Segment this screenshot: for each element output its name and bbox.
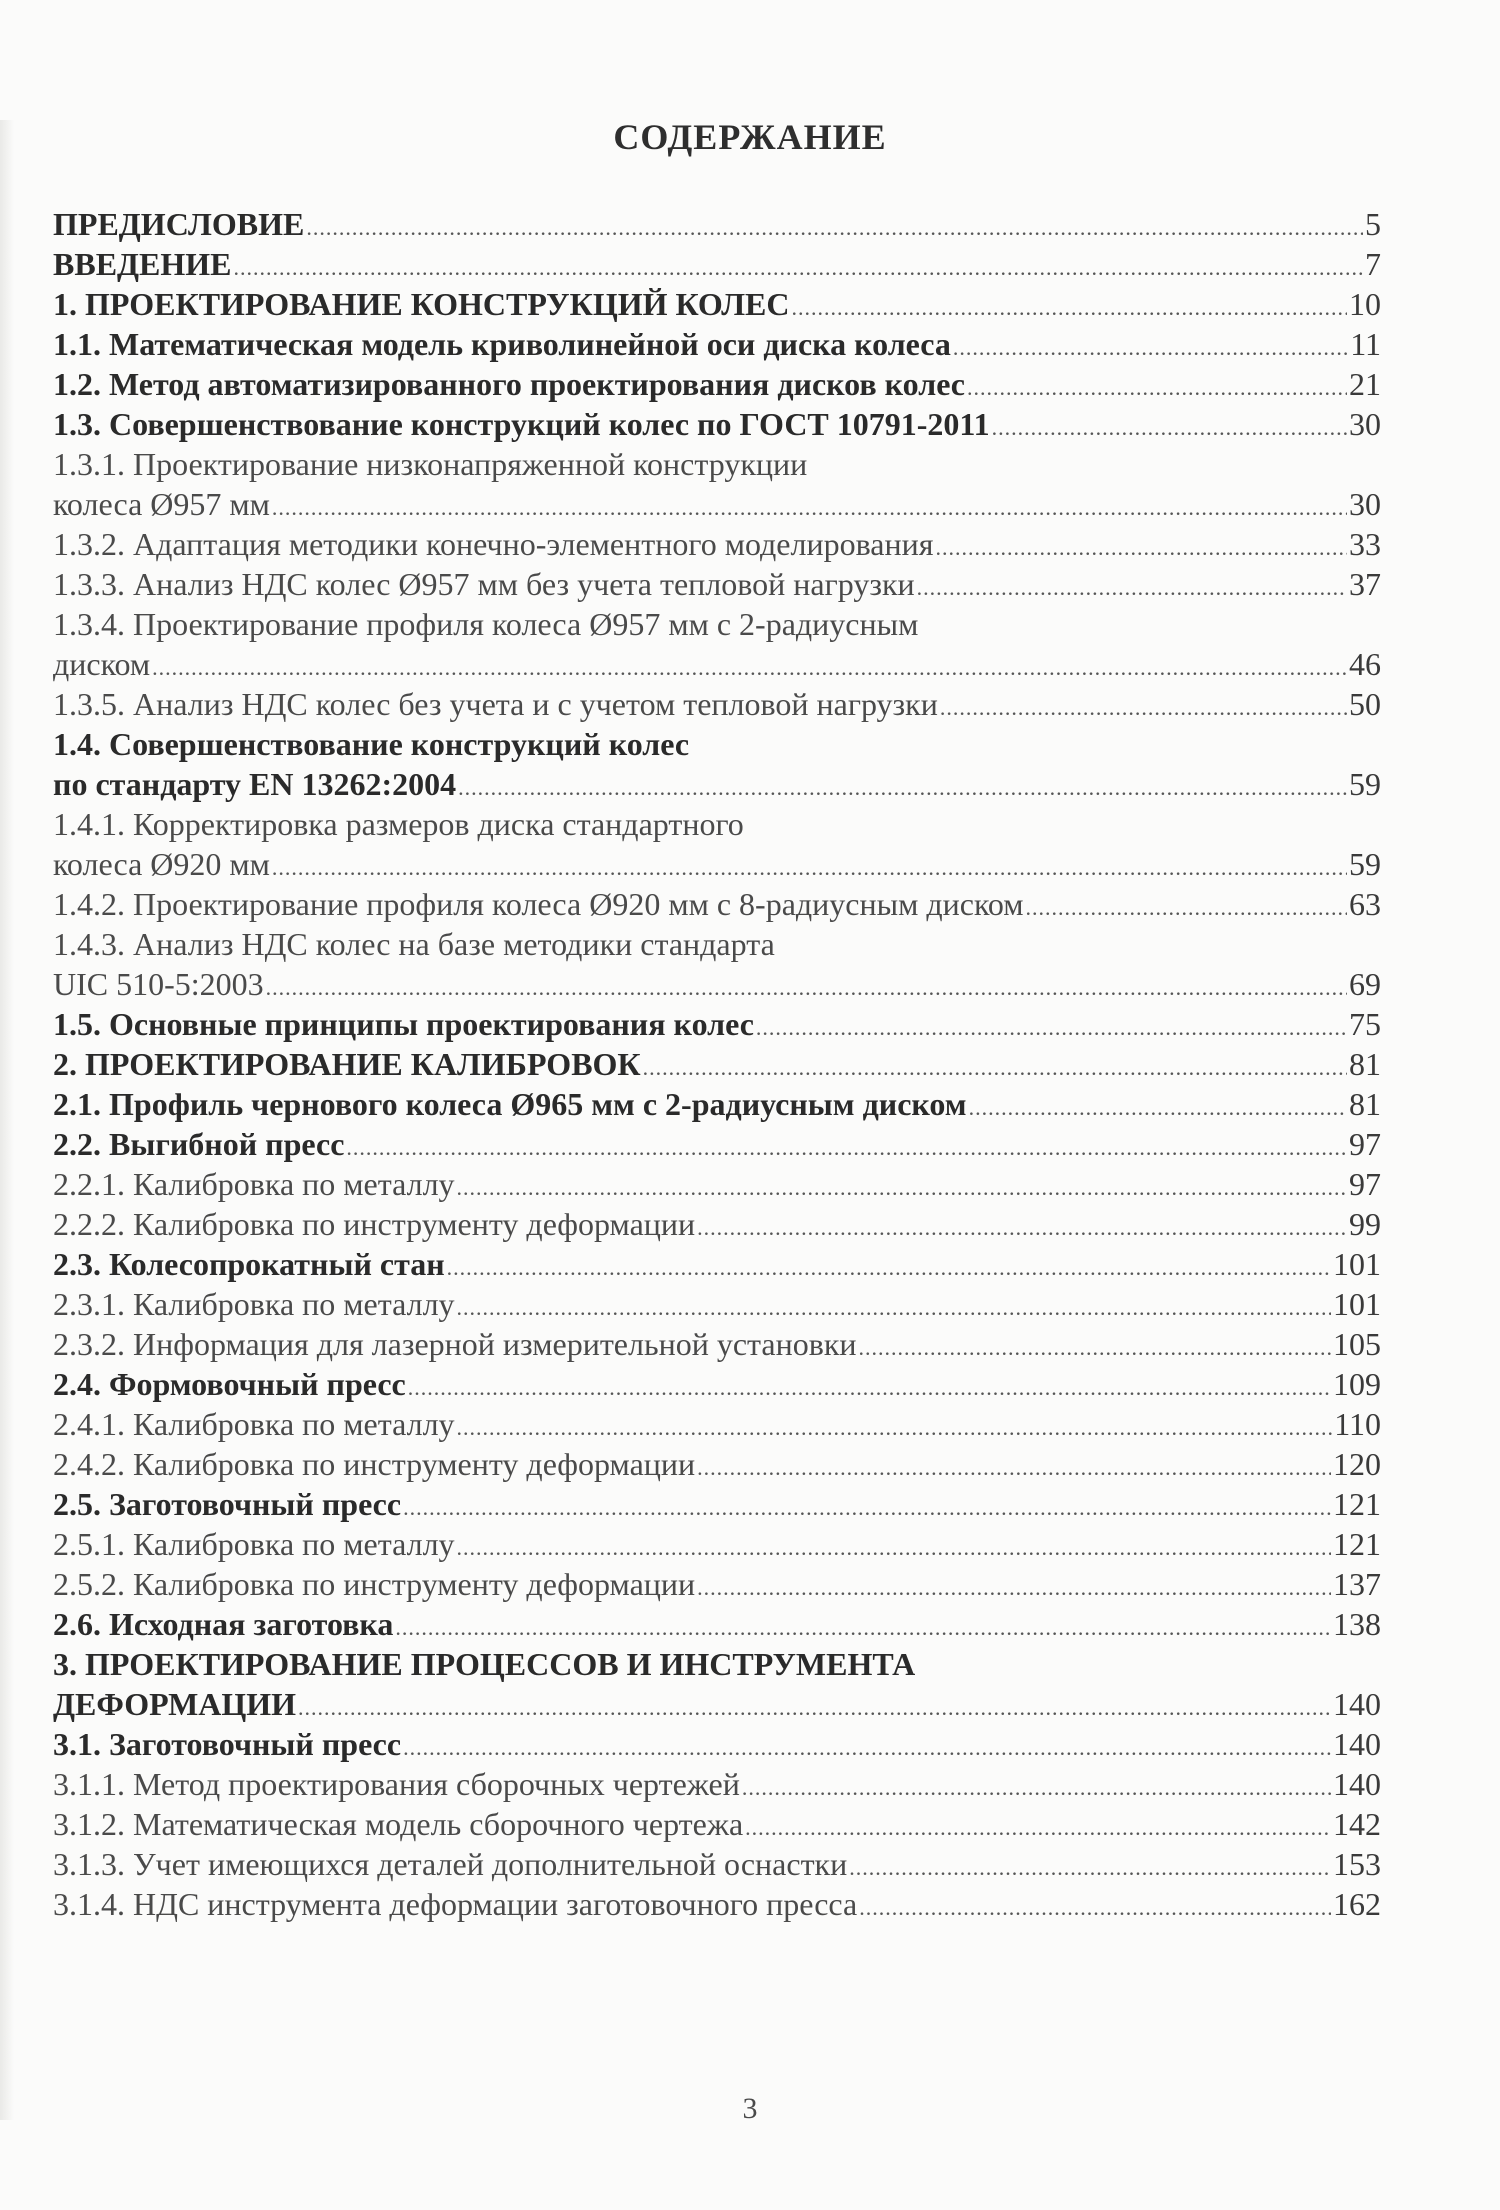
- toc-entry[interactable]: [53, 1124, 1381, 1164]
- toc-entry-page: 153: [1333, 1846, 1381, 1882]
- toc-entry-title: 1. ПРОЕКТИРОВАНИЕ КОНСТРУКЦИЙ КОЛЕС: [53, 286, 790, 322]
- toc-entry-title: 2.2. Выгибной пресс: [53, 1126, 345, 1162]
- toc-entry-title-continuation: ДЕФОРМАЦИИ: [53, 1686, 297, 1722]
- toc-entry-title: 2.5.1. Калибровка по металлу: [53, 1526, 455, 1562]
- toc-entry[interactable]: [53, 1764, 1381, 1804]
- toc-entry-page: 140: [1333, 1766, 1381, 1802]
- dot-leader: [457, 1284, 1331, 1328]
- toc-entry[interactable]: [53, 804, 1381, 884]
- dot-leader: [298, 1684, 1331, 1728]
- toc-entry-title: 2.3.2. Информация для лазерной измерительной установки: [53, 1326, 857, 1362]
- toc-entry-page: 81: [1349, 1046, 1381, 1082]
- dot-leader: [457, 1524, 1331, 1568]
- dot-leader: [697, 1564, 1331, 1608]
- toc-entry[interactable]: [53, 1204, 1381, 1244]
- toc-entry-page: 138: [1333, 1606, 1381, 1642]
- toc-entry-page: 21: [1349, 366, 1381, 402]
- toc-entry-title: 2.5. Заготовочный пресс: [53, 1486, 402, 1522]
- dot-leader: [272, 844, 1347, 888]
- toc-entry-page: 10: [1349, 286, 1381, 322]
- dot-leader: [643, 1044, 1347, 1088]
- toc-entry[interactable]: [53, 324, 1381, 364]
- dot-leader: [791, 284, 1347, 328]
- toc-entry[interactable]: [53, 1484, 1381, 1524]
- toc-entry[interactable]: [53, 1884, 1381, 1924]
- toc-entry[interactable]: [53, 1004, 1381, 1044]
- toc-entry-page: 33: [1349, 526, 1381, 562]
- dot-leader: [967, 364, 1347, 408]
- toc-entry-page: 121: [1333, 1486, 1381, 1522]
- toc-entry-page: 37: [1349, 566, 1381, 602]
- toc-entry[interactable]: [53, 444, 1381, 524]
- toc-entry-title: 3.1.1. Метод проектирования сборочных чертежей: [53, 1766, 740, 1802]
- toc-entry-page: 142: [1333, 1806, 1381, 1842]
- dot-leader: [1026, 884, 1347, 928]
- toc-entry-title: 1.4.1. Корректировка размеров диска стандартного: [53, 806, 744, 842]
- dot-leader: [447, 1244, 1331, 1288]
- toc-entry[interactable]: [53, 1084, 1381, 1124]
- toc-entry-title: 2.4.2. Калибровка по инструменту деформации: [53, 1446, 696, 1482]
- toc-entry[interactable]: [53, 1284, 1381, 1324]
- dot-leader: [403, 1484, 1331, 1528]
- toc-entry-title-continuation: UIC 510-5:2003: [53, 966, 264, 1002]
- toc-entry-title: 1.3.3. Анализ НДС колес Ø957 мм без учета тепловой нагрузки: [53, 566, 915, 602]
- toc-entry-page: 81: [1349, 1086, 1381, 1122]
- toc-entry[interactable]: [53, 1044, 1381, 1084]
- dot-leader: [935, 524, 1347, 568]
- dot-leader: [408, 1364, 1331, 1408]
- dot-leader: [457, 1404, 1333, 1448]
- toc-entry-title: 1.4.2. Проектирование профиля колеса Ø920 мм с 8-радиусным диском: [53, 886, 1024, 922]
- dot-leader: [969, 1084, 1347, 1128]
- dot-leader: [953, 324, 1348, 368]
- toc-entry[interactable]: [53, 1364, 1381, 1404]
- toc-entry-title: 1.3.5. Анализ НДС колес без учета и с учетом тепловой нагрузки: [53, 686, 938, 722]
- toc-entry[interactable]: [53, 684, 1381, 724]
- toc-entry[interactable]: [53, 284, 1381, 324]
- toc-entry-title: ВВЕДЕНИЕ: [53, 246, 232, 282]
- toc-entry-title: 2.2.2. Калибровка по инструменту деформации: [53, 1206, 696, 1242]
- dot-leader: [992, 404, 1347, 448]
- toc-entry-page: 140: [1333, 1686, 1381, 1722]
- toc-entry-page: 120: [1333, 1446, 1381, 1482]
- toc-entry-page: 97: [1349, 1166, 1381, 1202]
- toc-entry-title: 3. ПРОЕКТИРОВАНИЕ ПРОЦЕССОВ И ИНСТРУМЕНТА: [53, 1646, 916, 1682]
- dot-leader: [697, 1444, 1331, 1488]
- toc-entry[interactable]: [53, 924, 1381, 1004]
- toc-entry-page: 140: [1333, 1726, 1381, 1762]
- dot-leader: [457, 1164, 1347, 1208]
- toc-entry-title: 1.1. Математическая модель криволинейной оси диска колеса: [53, 326, 951, 362]
- toc-entry[interactable]: [53, 1244, 1381, 1284]
- dot-leader: [272, 484, 1347, 528]
- page-title: СОДЕРЖАНИЕ: [613, 117, 887, 157]
- toc-entry[interactable]: [53, 1844, 1381, 1884]
- toc-entry[interactable]: [53, 1604, 1381, 1644]
- dot-leader: [745, 1804, 1331, 1848]
- dot-leader: [403, 1724, 1331, 1768]
- toc-entry[interactable]: [53, 404, 1381, 444]
- toc-entry-title: 2.4. Формовочный пресс: [53, 1366, 406, 1402]
- dot-leader: [940, 684, 1347, 728]
- toc-entry-title: 2.5.2. Калибровка по инструменту деформации: [53, 1566, 696, 1602]
- toc-entry[interactable]: [53, 564, 1381, 604]
- toc-entry-page: 7: [1365, 246, 1381, 282]
- toc-entry[interactable]: [53, 884, 1381, 924]
- toc-entry[interactable]: [53, 604, 1381, 684]
- page-edge-shadow: [0, 120, 14, 2120]
- toc-entry-title: 1.2. Метод автоматизированного проектирования дисков колес: [53, 366, 965, 402]
- toc-entry-title: 1.3.4. Проектирование профиля колеса Ø957 мм с 2-радиусным: [53, 606, 919, 642]
- dot-leader: [849, 1844, 1331, 1888]
- toc-entry[interactable]: [53, 1644, 1381, 1724]
- dot-leader: [917, 564, 1347, 608]
- toc-entry[interactable]: [53, 1524, 1381, 1564]
- dot-leader: [859, 1324, 1332, 1368]
- toc-entry-page: 110: [1334, 1406, 1381, 1442]
- toc-entry-title: 2.1. Профиль чернового колеса Ø965 мм с 2-радиусным диском: [53, 1086, 967, 1122]
- toc-entry-title-continuation: диском: [53, 646, 151, 682]
- toc-entry-title: 2.3. Колесопрокатный стан: [53, 1246, 445, 1282]
- dot-leader: [234, 244, 1363, 288]
- toc-entry-page: 101: [1333, 1246, 1381, 1282]
- toc-entry-title: 1.3. Совершенствование конструкций колес по ГОСТ 10791-2011: [53, 406, 990, 442]
- toc-entry-page: 63: [1349, 886, 1381, 922]
- dot-leader: [266, 964, 1347, 1008]
- dot-leader: [346, 1124, 1347, 1168]
- toc-entry-page: 75: [1349, 1006, 1381, 1042]
- dot-leader: [859, 1884, 1331, 1928]
- toc-entry-title: 2.6. Исходная заготовка: [53, 1606, 394, 1642]
- dot-leader: [458, 764, 1347, 808]
- toc-entry-title-continuation: колеса Ø957 мм: [53, 486, 270, 522]
- toc-entry-title: 2. ПРОЕКТИРОВАНИЕ КАЛИБРОВОК: [53, 1046, 641, 1082]
- toc-entry[interactable]: [53, 1404, 1381, 1444]
- dot-leader: [152, 644, 1347, 688]
- toc-entry-title-continuation: колеса Ø920 мм: [53, 846, 270, 882]
- toc-entry-title: 3.1.2. Математическая модель сборочного чертежа: [53, 1806, 744, 1842]
- table-of-contents: [53, 204, 1381, 1924]
- toc-entry-title: 2.2.1. Калибровка по металлу: [53, 1166, 455, 1202]
- toc-entry[interactable]: [53, 1324, 1381, 1364]
- toc-entry-page: 109: [1333, 1366, 1381, 1402]
- toc-entry-title: 1.3.1. Проектирование низконапряженной конструкции: [53, 446, 808, 482]
- toc-entry-title-continuation: по стандарту EN 13262:2004: [53, 766, 457, 802]
- toc-entry-page: 137: [1333, 1566, 1381, 1602]
- toc-entry-page: 121: [1333, 1526, 1381, 1562]
- dot-leader: [742, 1764, 1331, 1808]
- toc-entry-title: 1.4.3. Анализ НДС колес на базе методики стандарта: [53, 926, 775, 962]
- toc-entry-page: 101: [1333, 1286, 1381, 1322]
- toc-entry[interactable]: [53, 1564, 1381, 1604]
- toc-entry-page: 69: [1349, 966, 1381, 1002]
- toc-entry[interactable]: [53, 524, 1381, 564]
- toc-entry-title: 1.4. Совершенствование конструкций колес: [53, 726, 690, 762]
- toc-entry-title: 2.3.1. Калибровка по металлу: [53, 1286, 455, 1322]
- toc-entry[interactable]: [53, 1804, 1381, 1844]
- toc-entry-page: 59: [1349, 766, 1381, 802]
- toc-entry[interactable]: [53, 1724, 1381, 1764]
- dot-leader: [756, 1004, 1347, 1048]
- toc-entry[interactable]: [53, 364, 1381, 404]
- toc-entry-title: 2.4.1. Калибровка по металлу: [53, 1406, 455, 1442]
- dot-leader: [306, 204, 1363, 248]
- toc-entry[interactable]: [53, 1164, 1381, 1204]
- toc-entry-page: 30: [1349, 486, 1381, 522]
- toc-entry[interactable]: [53, 1444, 1381, 1484]
- toc-entry-page: 59: [1349, 846, 1381, 882]
- toc-entry-page: 105: [1333, 1326, 1381, 1362]
- toc-entry-page: 50: [1349, 686, 1381, 722]
- toc-entry-page: 99: [1349, 1206, 1381, 1242]
- dot-leader: [697, 1204, 1347, 1248]
- toc-entry-page: 162: [1333, 1886, 1381, 1922]
- toc-entry[interactable]: [53, 244, 1381, 284]
- dot-leader: [395, 1604, 1331, 1648]
- toc-entry-title: 3.1.3. Учет имеющихся деталей дополнительной оснастки: [53, 1846, 848, 1882]
- toc-entry[interactable]: [53, 724, 1381, 804]
- toc-entry-title: 1.5. Основные принципы проектирования колес: [53, 1006, 754, 1042]
- toc-entry-title: ПРЕДИСЛОВИЕ: [53, 206, 305, 242]
- toc-entry[interactable]: [53, 204, 1381, 244]
- toc-entry-page: 46: [1349, 646, 1381, 682]
- toc-entry-title: 3.1. Заготовочный пресс: [53, 1726, 402, 1762]
- toc-entry-title: 3.1.4. НДС инструмента деформации заготовочного пресса: [53, 1886, 858, 1922]
- toc-entry-page: 30: [1349, 406, 1381, 442]
- toc-entry-title: 1.3.2. Адаптация методики конечно-элементного моделирования: [53, 526, 934, 562]
- toc-entry-page: 5: [1365, 206, 1381, 242]
- toc-entry-page: 97: [1349, 1126, 1381, 1162]
- page-number: 3: [742, 2092, 758, 2125]
- toc-entry-page: 11: [1350, 326, 1381, 362]
